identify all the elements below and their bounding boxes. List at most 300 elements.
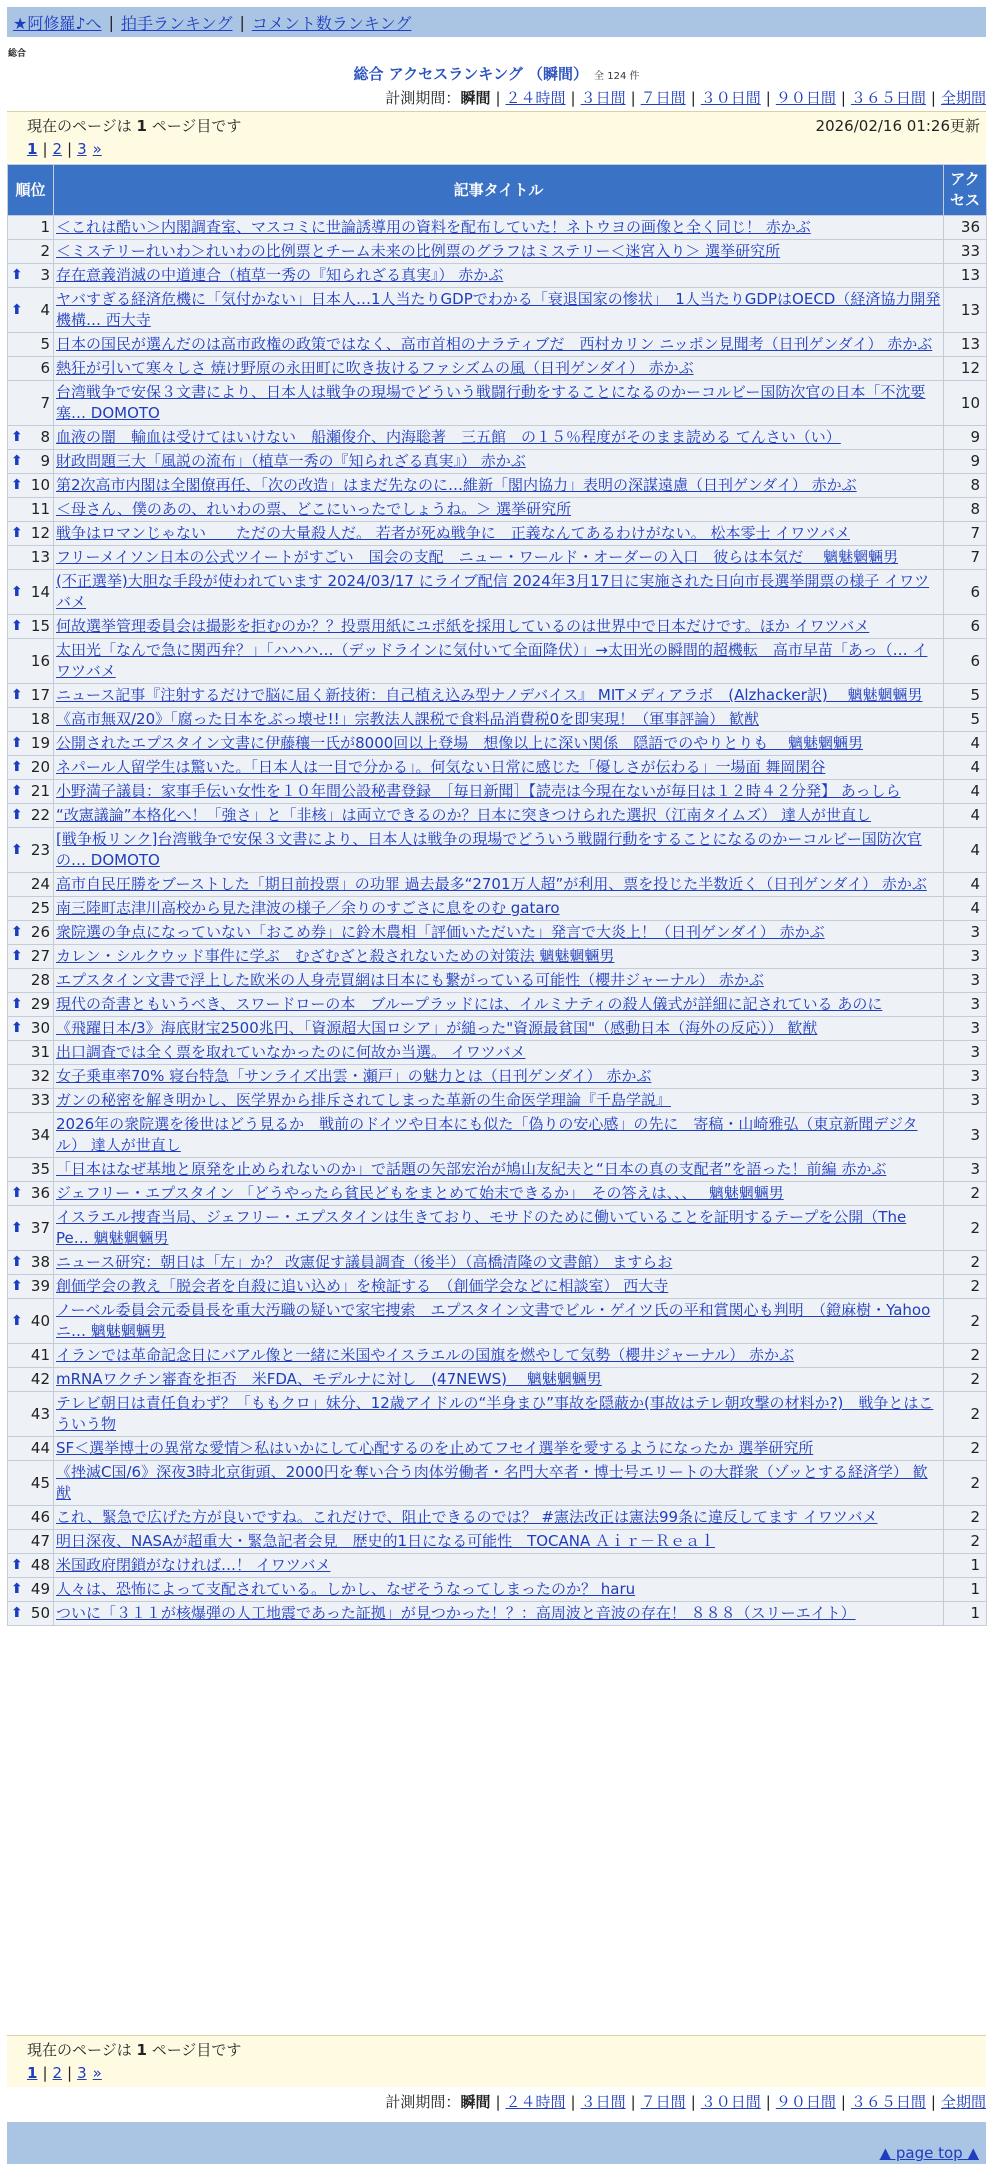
access-count: 2	[944, 1437, 987, 1461]
table-row	[8, 1392, 987, 1437]
table-row	[8, 969, 987, 993]
period-link[interactable]: ７日間	[640, 2093, 686, 2111]
article-title-link[interactable]: SF＜選挙博士の異常な愛情＞私はいかにして心配するのを止めてフセイ選挙を愛するようになったか 選挙研究所	[56, 1439, 814, 1457]
header-title: 記事タイトル	[54, 165, 944, 216]
title-cell	[54, 498, 944, 522]
page-link[interactable]: 2	[52, 140, 63, 158]
access-count: 7	[944, 546, 987, 570]
article-title-link[interactable]: 何故選挙管理委員会は撮影を拒むのか？？投票用紙にユポ紙を採用しているのは世界中で日本だけです。ほか イワツバメ	[56, 617, 870, 635]
access-count: 3	[944, 945, 987, 969]
table-row	[8, 1602, 987, 1626]
next-page-link[interactable]: »	[92, 140, 102, 158]
period-link[interactable]: ９０日間	[775, 89, 836, 107]
article-title-link[interactable]: ＜ミステリーれいわ＞れいわの比例票とチーム未来の比例票のグラフはミステリー＜迷宮入り＞ 選挙研究所	[56, 242, 781, 260]
page-separator: |	[67, 140, 73, 158]
access-count: 2	[944, 1182, 987, 1206]
rank-number: 44	[30, 1439, 50, 1457]
rank-up-arrow-icon: ⬆	[11, 687, 23, 703]
article-title-link[interactable]: これ、緊急で広げた方が良いですね。これだけで、阻止できるのでは？ #憲法改正は憲法99条に違反してます イワツバメ	[56, 1508, 878, 1526]
page-separator: |	[42, 140, 48, 158]
rank-cell	[8, 570, 54, 615]
article-title-link[interactable]: テレビ朝日は責任負わず？「ももクロ」妹分、12歳アイドルの“半身まひ”事故を隠蔽か(事故はテレ朝攻撃の材料か?) 戦争とはこういう物	[56, 1394, 934, 1433]
access-count: 2	[944, 1206, 987, 1251]
table-row	[8, 1554, 987, 1578]
title-cell	[54, 522, 944, 546]
article-title-link[interactable]: 《挫滅C国/6》深夜3時北京街頭、2000円を奪い合う肉体労働者・名門大卒者・博士号エリートの大群衆（ゾッとする経済学） 歓猷	[56, 1463, 928, 1502]
pager-top	[7, 111, 986, 163]
rank-cell	[8, 873, 54, 897]
rank-number: 47	[30, 1532, 50, 1550]
page-links-row	[27, 138, 986, 160]
rank-number: 37	[30, 1218, 50, 1237]
article-title-link[interactable]: ニュース記事『注射するだけで脳に届く新技術：自己植え込み型ナノデバイス』 MITメディアラボ (Alzhacker訳) 魑魅魍魎男	[56, 686, 923, 704]
title-cell	[54, 1206, 944, 1251]
article-title-link[interactable]: 2026年の衆院選を後世はどう見るか 戦前のドイツや日本にも似た「偽りの安心感」の先に 寄稿・山崎雅弘（東京新聞デジタル） 達人が世直し	[56, 1115, 918, 1154]
title-cell	[54, 1578, 944, 1602]
rank-cell	[8, 732, 54, 756]
article-title-link[interactable]: 《飛躍日本/3》海底財宝2500兆円、「資源超大国ロシア」が縋った"資源最貧国"（感動日本（海外の反応）） 歓猷	[56, 1019, 818, 1037]
title-cell	[54, 1344, 944, 1368]
access-count: 3	[944, 1089, 987, 1113]
table-row	[8, 921, 987, 945]
rank-number: 2	[40, 242, 50, 260]
article-title-link[interactable]: 熱狂が引いて寒々しさ 焼け野原の永田町に吹き抜けるファシズムの風（日刊ゲンダイ） 赤かぶ	[56, 359, 694, 377]
page-link-current[interactable]	[27, 140, 37, 158]
period-link[interactable]: ７日間	[640, 89, 686, 107]
rank-number: 1	[40, 218, 50, 236]
rank-cell	[8, 1344, 54, 1368]
page-top-link[interactable]: ▲ page top ▲	[879, 2144, 979, 2162]
page-status-number: 1	[136, 116, 147, 135]
article-title-link[interactable]: 創価学会の教え「脱会者を自殺に追い込め」を検証する （創価学会などに相談室） 西大寺	[56, 1277, 669, 1295]
rank-up-arrow-icon: ⬆	[11, 735, 23, 751]
period-link[interactable]: 全期間	[940, 89, 986, 107]
title-cell	[54, 993, 944, 1017]
period-separator: |	[690, 89, 696, 107]
period-separator: |	[930, 2093, 936, 2111]
period-separator: |	[690, 2093, 696, 2111]
table-row	[8, 780, 987, 804]
title-cell	[54, 1554, 944, 1578]
rank-cell	[8, 1275, 54, 1299]
rank-cell	[8, 1602, 54, 1626]
article-title-link[interactable]: 人々は、恐怖によって支配されている。しかし、なぜそうなってしまったのか？ haru	[56, 1580, 636, 1598]
table-row	[8, 756, 987, 780]
rank-cell	[8, 498, 54, 522]
page-title	[0, 63, 993, 84]
page-separator: |	[42, 2064, 48, 2082]
article-title-link[interactable]: 第2次高市内閣は全閣僚再任、「次の改造」はまだ先なのに…維新「閣内協力」表明の深謀遠慮（日刊ゲンダイ） 赤かぶ	[56, 476, 857, 494]
period-link[interactable]: ２４時間	[505, 2093, 566, 2111]
table-row	[8, 1437, 987, 1461]
rank-number: 46	[30, 1508, 50, 1526]
access-count: 4	[944, 780, 987, 804]
rank-number: 13	[30, 548, 50, 566]
footer-bar	[7, 2122, 986, 2164]
rank-number: 50	[30, 1604, 50, 1622]
rank-cell	[8, 804, 54, 828]
rank-up-arrow-icon: ⬆	[11, 1020, 23, 1036]
rank-number: 18	[30, 710, 50, 728]
rank-cell	[8, 945, 54, 969]
period-label: 計測期間：	[385, 89, 461, 107]
access-count: 3	[944, 1113, 987, 1158]
updated-timestamp: 2026/02/16 01:26更新	[815, 116, 980, 135]
title-cell	[54, 1113, 944, 1158]
rank-cell	[8, 780, 54, 804]
rank-cell	[8, 828, 54, 873]
access-count: 4	[944, 897, 987, 921]
table-row	[8, 708, 987, 732]
article-title-link[interactable]: 太田光「なんで急に関西弁？」「ハハハ…（デッドラインに気付いて全面降伏）」→太田光の瞬間的超機転 高市早苗「あっ（… イワツバメ	[56, 641, 928, 680]
rank-up-arrow-icon: ⬆	[11, 807, 23, 823]
table-row	[8, 828, 987, 873]
rank-number: 11	[30, 500, 50, 518]
next-page-link[interactable]: »	[92, 2064, 102, 2082]
period-separator: |	[840, 89, 846, 107]
page-separator: |	[67, 2064, 73, 2082]
article-title-link[interactable]: ノーベル委員会元委員長を重大汚職の疑いで家宅捜索 エプスタイン文書でビル・ゲイツ氏の平和賞関心も判明 （鐙麻樹・Yahooニ… 魑魅魍魎男	[56, 1301, 931, 1340]
access-count: 3	[944, 969, 987, 993]
title-cell	[54, 969, 944, 993]
title-cell	[54, 780, 944, 804]
rank-number: 19	[30, 734, 50, 752]
rank-number: 5	[40, 335, 50, 353]
article-title-link[interactable]: フリーメイソン日本の公式ツイートがすごい 国会の支配 ニュー・ワールド・オーダーの入口 彼らは本気だ 魑魅魍魎男	[56, 548, 899, 566]
rank-up-arrow-icon: ⬆	[11, 1278, 23, 1294]
title-cell	[54, 828, 944, 873]
rank-up-arrow-icon: ⬆	[11, 841, 23, 858]
table-row	[8, 1251, 987, 1275]
title-cell	[54, 357, 944, 381]
table-row	[8, 1041, 987, 1065]
rank-number: 23	[30, 840, 50, 859]
article-title-link[interactable]: イスラエル捜査当局、ジェフリー・エプスタインは生きており、モサドのために働いていることを証明するテープを公開（The Pe… 魑魅魍魎男	[56, 1208, 907, 1247]
table-row	[8, 873, 987, 897]
access-count: 1	[944, 1602, 987, 1626]
rank-up-arrow-icon: ⬆	[11, 301, 23, 318]
rank-number: 4	[40, 300, 50, 319]
nav-link-clap-ranking[interactable]: 拍手ランキング	[120, 13, 233, 33]
table-row	[8, 264, 987, 288]
table-row	[8, 1089, 987, 1113]
title-cell	[54, 1368, 944, 1392]
page-status-row	[27, 112, 986, 138]
access-count: 2	[944, 1392, 987, 1437]
rank-cell	[8, 1392, 54, 1437]
page-link[interactable]: 3	[77, 2064, 87, 2082]
table-row	[8, 216, 987, 240]
table-row	[8, 1182, 987, 1206]
period-link[interactable]: 全期間	[940, 2093, 986, 2111]
period-link[interactable]: ３日間	[580, 2093, 626, 2111]
rank-cell	[8, 450, 54, 474]
rank-number: 33	[30, 1091, 50, 1109]
table-row	[8, 1461, 987, 1506]
title-cell	[54, 897, 944, 921]
period-link[interactable]: ３０日間	[700, 2093, 761, 2111]
access-count: 1	[944, 1554, 987, 1578]
title-cell	[54, 1158, 944, 1182]
table-row	[8, 474, 987, 498]
article-title-link[interactable]: (不正選挙)大胆な手段が使われています 2024/03/17 にライブ配信 2024年3月17日に実施された日向市長選挙開票の様子 イワツバメ	[56, 572, 930, 611]
rank-cell	[8, 897, 54, 921]
rank-cell	[8, 756, 54, 780]
article-title-link[interactable]: 日本の国民が選んだのは高市政権の政策ではなく、高市首相のナラティブだ 西村カリン ニッポン見聞考（日刊ゲンダイ） 赤かぶ	[56, 335, 933, 353]
title-cell	[54, 450, 944, 474]
page-title-text: 総合 アクセスランキング （瞬間）	[353, 65, 589, 83]
rank-cell	[8, 1113, 54, 1158]
article-title-link[interactable]: [戦争板リンク]台湾戦争で安保３文書により、日本人は戦争の現場でどういう戦闘行動をすることになるのかーコルビー国防次官の… DOMOTO	[56, 830, 922, 869]
header-rank: 順位	[8, 165, 54, 216]
access-count: 4	[944, 732, 987, 756]
access-count: 6	[944, 615, 987, 639]
article-title-link[interactable]: 《高市無双/20》「腐った日本をぶっ壊せ!!」宗教法人課税で食料品消費税0を即実現！（軍事評論） 歓猷	[56, 710, 759, 728]
access-count: 3	[944, 993, 987, 1017]
access-count: 5	[944, 684, 987, 708]
rank-up-arrow-icon: ⬆	[11, 1581, 23, 1597]
table-row	[8, 993, 987, 1017]
rank-number: 17	[30, 686, 50, 704]
rank-up-arrow-icon: ⬆	[11, 267, 23, 283]
access-count: 7	[944, 522, 987, 546]
page-link-current[interactable]	[27, 2064, 37, 2082]
period-separator: |	[495, 89, 501, 107]
rank-up-arrow-icon: ⬆	[11, 996, 23, 1012]
access-count: 12	[944, 357, 987, 381]
article-title-link[interactable]: ヤバすぎる経済危機に「気付かない」日本人…1人当たりGDPでわかる「衰退国家の惨状」 1人当たりGDPはOECD（経済協力開発機構… 西大寺	[56, 290, 941, 329]
rank-cell	[8, 1158, 54, 1182]
rank-cell	[8, 1041, 54, 1065]
period-link[interactable]: ２４時間	[505, 89, 566, 107]
article-title-link[interactable]: ついに「３１１が核爆弾の人工地震であった証拠」が見つかった！？：高周波と音波の存在！ ８８８（スリーエイト）	[56, 1604, 856, 1622]
rank-number: 21	[30, 782, 50, 800]
article-title-link[interactable]: ＜これは酷い＞内閣調査室、マスコミに世論誘導用の資料を配布していた！ネトウヨの画像と全く同じ！ 赤かぶ	[56, 218, 811, 236]
period-selector-top	[385, 87, 986, 108]
period-link[interactable]: ９０日間	[775, 2093, 836, 2111]
page-status-row	[27, 2036, 986, 2062]
title-cell	[54, 240, 944, 264]
title-cell	[54, 426, 944, 450]
table-row	[8, 381, 987, 426]
table-row	[8, 1206, 987, 1251]
rank-number: 36	[30, 1184, 50, 1202]
rank-up-arrow-icon: ⬆	[11, 948, 23, 964]
access-count: 2	[944, 1530, 987, 1554]
rank-number: 9	[40, 452, 50, 470]
table-row	[8, 522, 987, 546]
article-title-link[interactable]: ＜母さん、僕のあの、れいわの票、どこにいったでしょうね。＞ 選挙研究所	[56, 500, 572, 518]
top-nav-bar	[7, 7, 986, 37]
rank-up-arrow-icon: ⬆	[11, 759, 23, 775]
title-cell	[54, 1182, 944, 1206]
page-link[interactable]: 3	[77, 140, 87, 158]
access-count: 2	[944, 1506, 987, 1530]
article-title-link[interactable]: mRNAワクチン審査を拒否 米FDA、モデルナに対し (47NEWS) 魑魅魍魎男	[56, 1370, 602, 1388]
rank-number: 22	[30, 806, 50, 824]
title-cell	[54, 288, 944, 333]
access-count: 9	[944, 426, 987, 450]
rank-up-arrow-icon: ⬆	[11, 453, 23, 469]
title-cell	[54, 1089, 944, 1113]
access-count: 5	[944, 708, 987, 732]
table-row	[8, 639, 987, 684]
period-link[interactable]: ３６５日間	[850, 89, 926, 107]
article-title-link[interactable]: 女子乗車率70% 寝台特急「サンライズ出雲・瀬戸」の魅力とは（日刊ゲンダイ） 赤かぶ	[56, 1067, 652, 1085]
access-count: 4	[944, 756, 987, 780]
article-title-link[interactable]: 存在意義消滅の中道連合（植草一秀の『知られざる真実』） 赤かぶ	[56, 266, 504, 284]
access-count: 2	[944, 1251, 987, 1275]
period-separator: |	[495, 2093, 501, 2111]
header-access: アクセス	[944, 165, 987, 216]
table-row	[8, 498, 987, 522]
title-cell	[54, 1392, 944, 1437]
article-title-link[interactable]: 公開されたエプスタイン文書に伊藤穰一氏が8000回以上登場 想像以上に深い関係 隠語でのやりとりも 魑魅魍魎男	[56, 734, 864, 752]
period-link[interactable]: ３日間	[580, 89, 626, 107]
access-count: 13	[944, 333, 987, 357]
rank-cell	[8, 921, 54, 945]
rank-up-arrow-icon: ⬆	[11, 924, 23, 940]
rank-cell	[8, 381, 54, 426]
article-title-link[interactable]: 現代の奇書ともいうべき、スワードローの本 ブループラッドには、イルミナティの殺人儀式が詳細に記されている あのに	[56, 995, 883, 1013]
rank-number: 39	[30, 1277, 50, 1295]
table-row	[8, 1368, 987, 1392]
page-links-row	[27, 2062, 986, 2084]
article-title-link[interactable]: 「日本はなぜ基地と原発を止められないのか」で話題の矢部宏治が鳩山友紀夫と“日本の真の支配者”を語った！前編 赤かぶ	[56, 1160, 887, 1178]
title-cell	[54, 546, 944, 570]
table-row	[8, 450, 987, 474]
article-title-link[interactable]: “改憲議論”本格化へ！「強さ」と「非核」は両立できるのか？日本に突きつけられた選択（江南タイムズ） 達人が世直し	[56, 806, 872, 824]
rank-number: 16	[30, 651, 50, 670]
article-title-link[interactable]: 小野満子議員：家事手伝い女性を１０年間公設秘書登録 ［毎日新聞］【読売は今現在ないが毎日は１２時４２分発】 あっしら	[56, 782, 901, 800]
access-count: 8	[944, 474, 987, 498]
rank-cell	[8, 1437, 54, 1461]
rank-up-arrow-icon: ⬆	[11, 783, 23, 799]
table-row	[8, 546, 987, 570]
period-separator: |	[765, 89, 771, 107]
table-row	[8, 333, 987, 357]
title-cell	[54, 1251, 944, 1275]
page-status-pre: 現在のページは	[27, 2040, 132, 2059]
period-separator: |	[630, 89, 636, 107]
access-count: 13	[944, 288, 987, 333]
rank-cell	[8, 216, 54, 240]
article-title-link[interactable]: カレン・シルクウッド事件に学ぶ むざむざと殺されないための対策法 魑魅魍魎男	[56, 947, 615, 965]
rank-up-arrow-icon: ⬆	[11, 1312, 23, 1329]
access-count: 2	[944, 1299, 987, 1344]
period-separator: |	[570, 2093, 576, 2111]
rank-up-arrow-icon: ⬆	[11, 1254, 23, 1270]
rank-number: 31	[30, 1043, 50, 1061]
access-count: 3	[944, 1017, 987, 1041]
rank-cell	[8, 240, 54, 264]
title-cell	[54, 921, 944, 945]
period-separator: |	[570, 89, 576, 107]
rank-number: 43	[30, 1404, 50, 1423]
table-row	[8, 804, 987, 828]
page-link[interactable]: 1	[27, 2064, 38, 2082]
article-title-link[interactable]: ネパール人留学生は驚いた。「日本人は一目で分かる」。何気ない日常に感じた「優しさが伝わる」一場面 舞岡閑谷	[56, 758, 826, 776]
rank-number: 20	[30, 758, 50, 776]
period-link[interactable]: ３０日間	[700, 89, 761, 107]
period-current: 瞬間	[460, 2093, 491, 2111]
nav-separator: |	[108, 12, 114, 32]
rank-up-arrow-icon: ⬆	[11, 525, 23, 541]
article-title-link[interactable]: イランでは革命記念日にバアル像と一緒に米国やイスラエルの国旗を燃やして気勢（櫻井ジャーナル） 赤かぶ	[56, 1346, 794, 1364]
page-link[interactable]: 2	[52, 2064, 63, 2082]
article-title-link[interactable]: 血液の闇 輸血は受けてはいけない 船瀬俊介、内海聡著 三五館 の１５％程度がそのまま読める てんさい（い）	[56, 428, 841, 446]
table-row	[8, 732, 987, 756]
rank-number: 15	[30, 617, 50, 635]
page-status-post: ページ目です	[151, 116, 242, 135]
page-status	[27, 2039, 241, 2060]
article-title-link[interactable]: 戦争はロマンじゃない ただの大量殺人だ。 若者が死ぬ戦争に 正義なんてあるわけがない。 松本零士 イワツバメ	[56, 524, 851, 542]
table-row	[8, 897, 987, 921]
rank-number: 10	[30, 476, 50, 494]
rank-cell	[8, 684, 54, 708]
title-cell	[54, 615, 944, 639]
title-cell	[54, 1299, 944, 1344]
rank-number: 45	[30, 1473, 50, 1492]
access-count: 2	[944, 1344, 987, 1368]
access-count: 36	[944, 216, 987, 240]
article-title-link[interactable]: ジェフリー・エプスタイン 「どうやったら貧民どもをまとめて始末できるか」 その答えは、、、 魑魅魍魎男	[56, 1184, 784, 1202]
table-row	[8, 1299, 987, 1344]
rank-number: 30	[30, 1019, 50, 1037]
article-title-link[interactable]: 財政問題三大「風説の流布」（植草一秀の『知られざる真実』） 赤かぶ	[56, 452, 526, 470]
table-row	[8, 357, 987, 381]
article-title-link[interactable]: 高市自民圧勝をブーストした「期日前投票」の功罪 過去最多“2701万人超”が利用、票を投じた半数近く（日刊ゲンダイ） 赤かぶ	[56, 875, 927, 893]
rank-up-arrow-icon: ⬆	[11, 1557, 23, 1573]
rank-number: 40	[30, 1311, 50, 1330]
article-title-link[interactable]: 出口調査では全く票を取れていなかったのに何故か当選。 イワツバメ	[56, 1043, 526, 1061]
article-title-link[interactable]: ガンの秘密を解き明かし、医学界から排斥されてしまった革新の生命医学理論『千島学説』	[56, 1091, 672, 1109]
nav-link-asyura[interactable]: ★阿修羅♪へ	[13, 13, 102, 33]
article-title-link[interactable]: 明日深夜、NASAが超重大・緊急記者会見 歴史的1日になる可能性 TOCANA Ａｉｒ－Ｒｅａｌ	[56, 1532, 716, 1550]
article-title-link[interactable]: 台湾戦争で安保３文書により、日本人は戦争の現場でどういう戦闘行動をすることになるのかーコルビー国防次官の日本「不沈要塞… DOMOTO	[56, 383, 926, 422]
category-label: 総合	[8, 49, 27, 59]
access-count: 33	[944, 240, 987, 264]
period-link[interactable]: ３６５日間	[850, 2093, 926, 2111]
rank-cell	[8, 1251, 54, 1275]
article-title-link[interactable]: ニュース研究：朝日は「左」か？ 改憲促す議員調査（後半）（高橋清隆の文書館） ますらお	[56, 1253, 673, 1271]
page-status-pre: 現在のページは	[27, 116, 132, 135]
rank-number: 35	[30, 1160, 50, 1178]
table-row	[8, 1113, 987, 1158]
access-count: 2	[944, 1368, 987, 1392]
nav-link-comment-ranking[interactable]: コメント数ランキング	[251, 13, 412, 33]
article-title-link[interactable]: 衆院選の争点になっていない「おこめ券」に鈴木農相「評価いただいた」発言で大炎上！（日刊ゲンダイ） 赤かぶ	[56, 923, 825, 941]
rank-up-arrow-icon: ⬆	[11, 1219, 23, 1236]
table-row	[8, 945, 987, 969]
title-cell	[54, 1461, 944, 1506]
access-count: 3	[944, 1065, 987, 1089]
rank-number: 34	[30, 1125, 50, 1144]
article-title-link[interactable]: エプスタイン文書で浮上した欧米の人身売買網は日本にも繋がっている可能性（櫻井ジャーナル） 赤かぶ	[56, 971, 764, 989]
title-cell	[54, 639, 944, 684]
title-cell	[54, 1041, 944, 1065]
article-title-link[interactable]: 米国政府閉鎖がなければ…！ イワツバメ	[56, 1556, 331, 1574]
rank-number: 6	[40, 359, 50, 377]
rank-cell	[8, 333, 54, 357]
article-title-link[interactable]: 南三陸町志津川高校から見た津波の様子／余りのすごさに息をのむ gataro	[56, 899, 560, 917]
page-link[interactable]: 1	[27, 140, 38, 158]
rank-number: 38	[30, 1253, 50, 1271]
nav-separator: |	[239, 12, 245, 32]
access-count: 10	[944, 381, 987, 426]
table-header-row	[8, 165, 987, 216]
period-current: 瞬間	[460, 89, 491, 107]
